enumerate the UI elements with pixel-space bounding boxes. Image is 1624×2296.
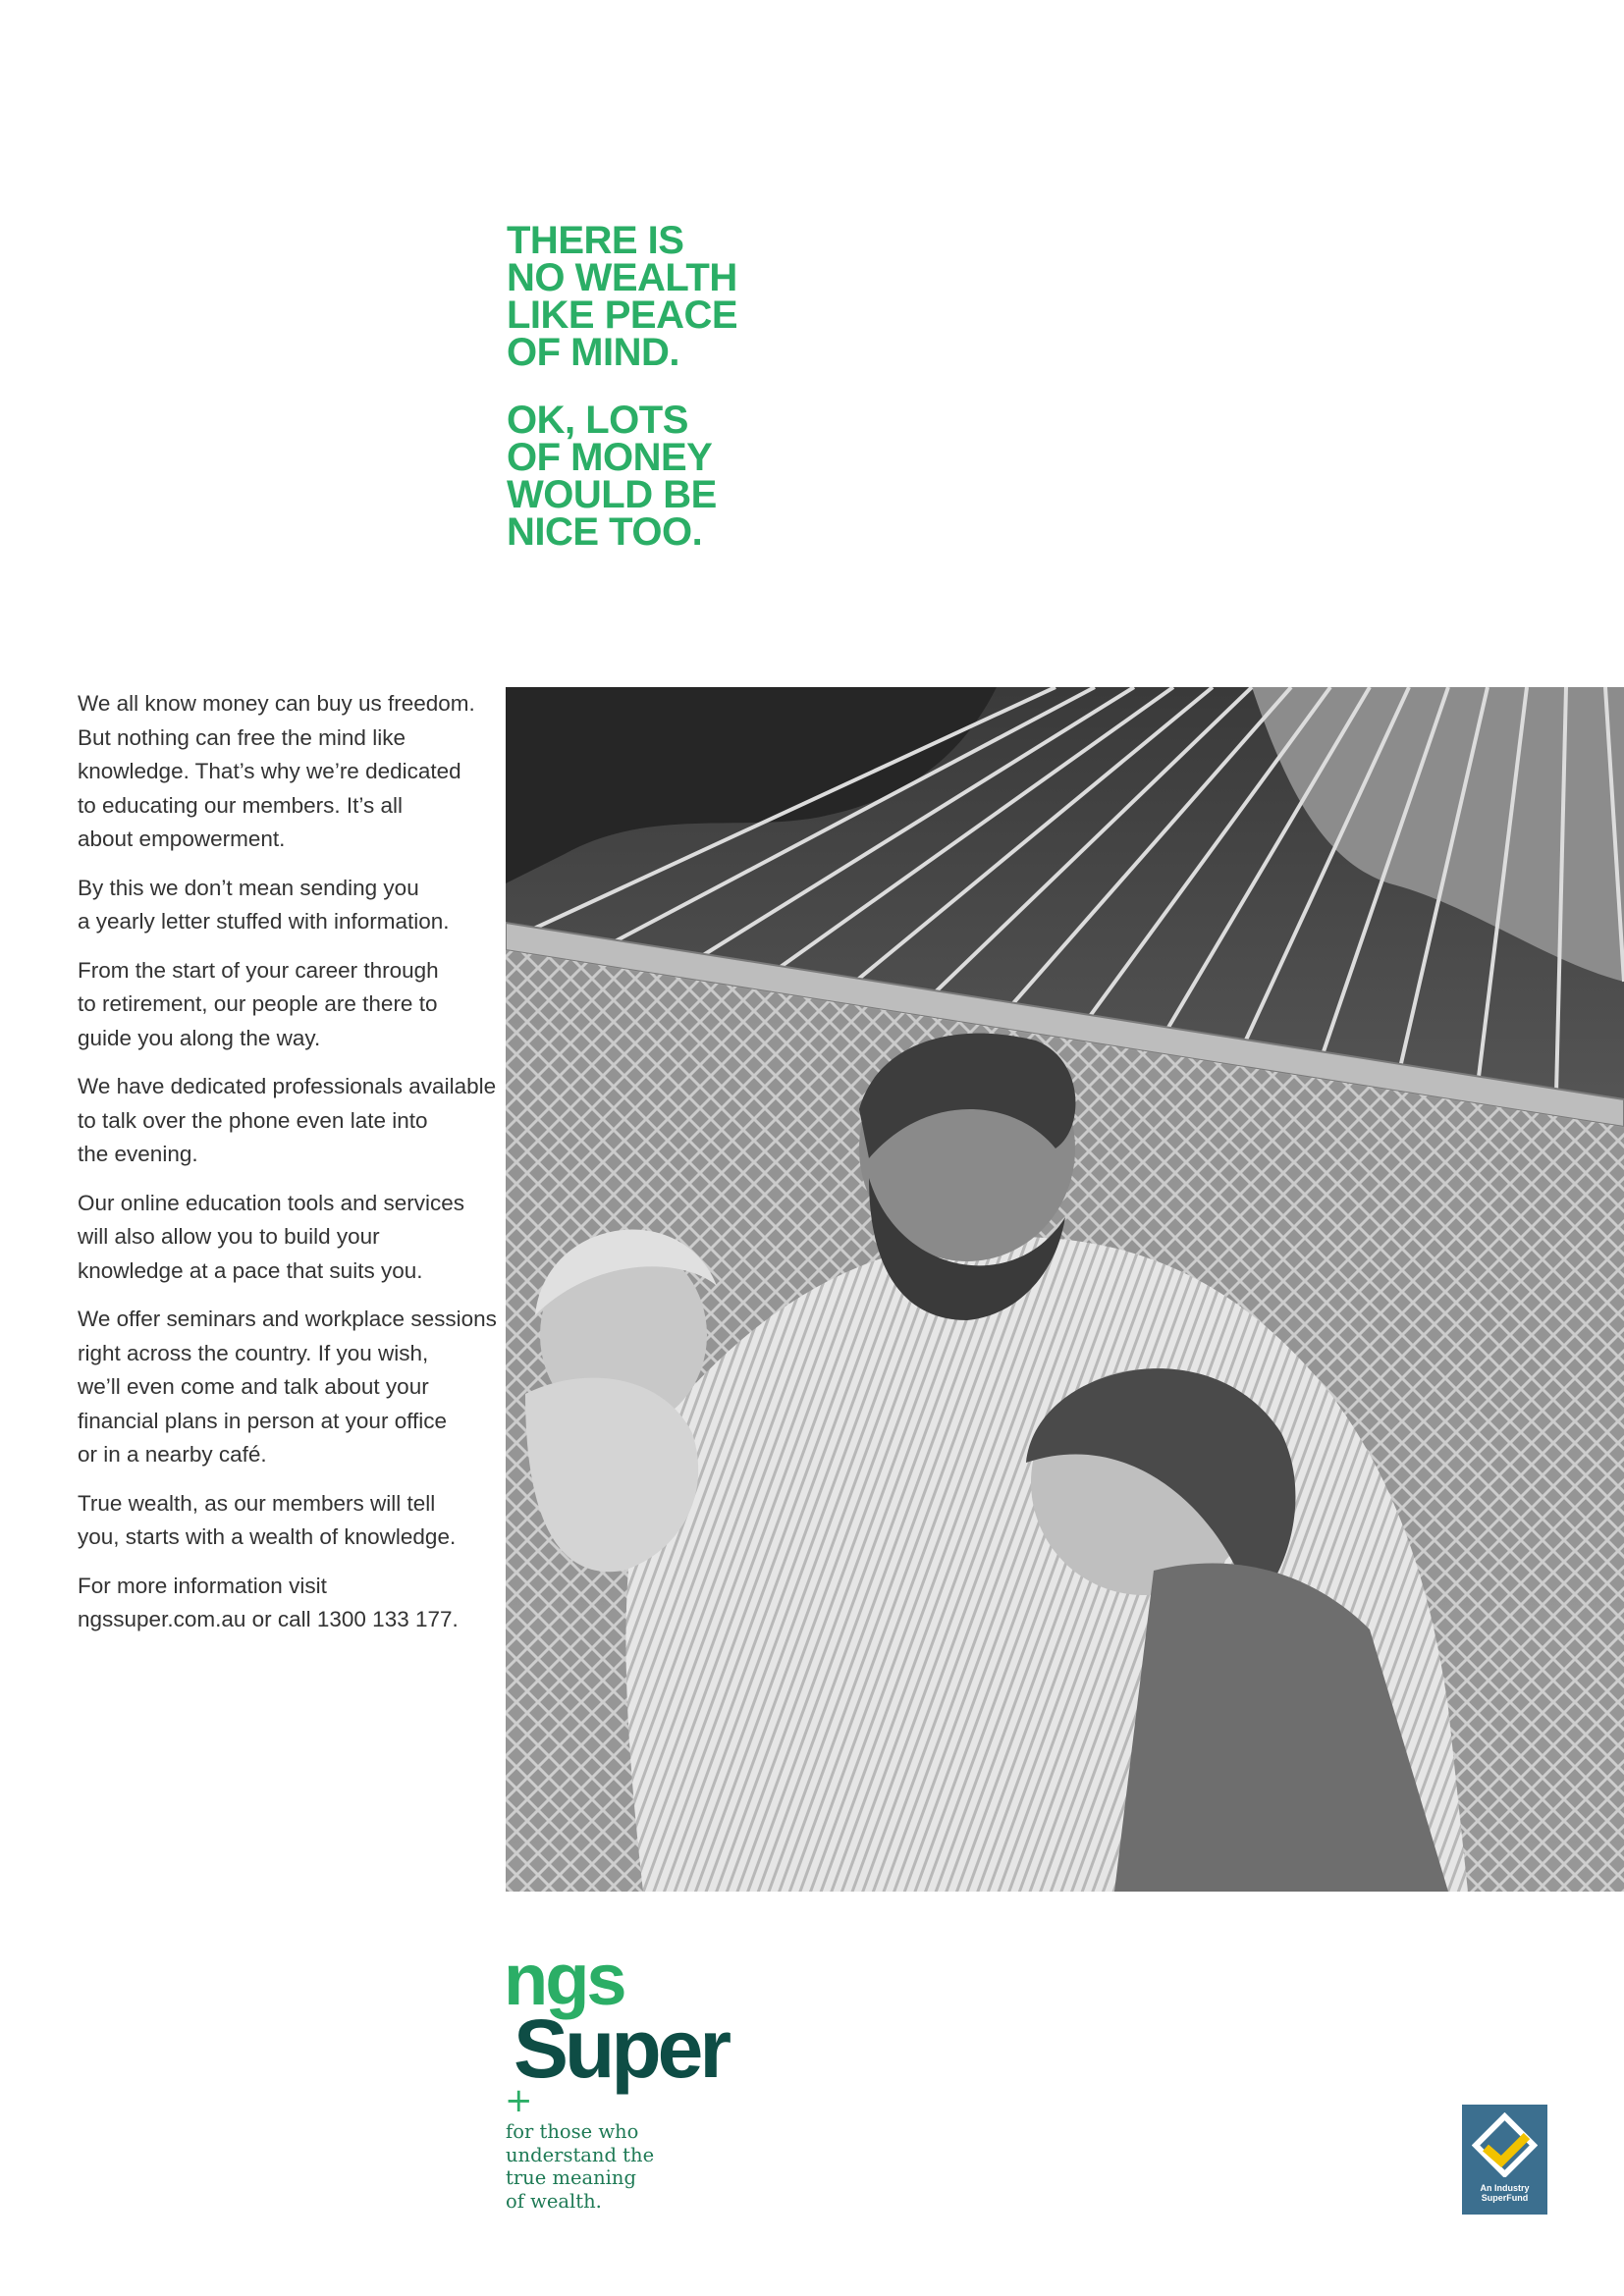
body-line: or in a nearby café. bbox=[78, 1442, 267, 1467]
family-hammock-photo bbox=[506, 687, 1624, 1892]
body-line: you, starts with a wealth of knowledge. bbox=[78, 1524, 457, 1549]
headline-line: OK, LOTS bbox=[507, 399, 688, 442]
badge-line: SuperFund bbox=[1481, 2193, 1529, 2203]
body-line: guide you along the way. bbox=[78, 1025, 321, 1050]
body-line: By this we don’t mean sending you bbox=[78, 875, 419, 900]
body-line: We all know money can buy us freedom. bbox=[78, 691, 475, 716]
body-line: For more information visit bbox=[78, 1573, 327, 1598]
body-line: But nothing can free the mind like bbox=[78, 724, 406, 750]
tagline-line: for those who bbox=[506, 2120, 639, 2143]
badge-line: An Industry bbox=[1480, 2183, 1530, 2193]
headline bbox=[507, 219, 919, 554]
body-line: knowledge at a pace that suits you. bbox=[78, 1257, 423, 1283]
logo-super: Super bbox=[514, 2002, 729, 2095]
body-paragraph bbox=[78, 954, 490, 1056]
body-paragraph bbox=[78, 1303, 497, 1472]
contact-line: ngssuper.com.au or call 1300 133 177. bbox=[78, 1607, 459, 1631]
tagline-line: true meaning bbox=[506, 2166, 636, 2189]
body-line: financial plans in person at your office bbox=[78, 1408, 448, 1433]
headline-line: THERE IS bbox=[507, 219, 684, 262]
body-line: a yearly letter stuffed with information. bbox=[78, 909, 450, 934]
body-paragraph bbox=[78, 1187, 490, 1289]
badge-label bbox=[1462, 2183, 1547, 2203]
body-line: will also allow you to build your bbox=[78, 1224, 380, 1249]
body-paragraph bbox=[78, 1070, 497, 1172]
headline-line: NO WEALTH bbox=[507, 256, 737, 299]
hammock-photo-illustration bbox=[506, 687, 1624, 1892]
body-line: We offer seminars and workplace sessions bbox=[78, 1307, 497, 1331]
headline-line: OF MIND. bbox=[507, 331, 679, 374]
body-line: to talk over the phone even late into bbox=[78, 1107, 428, 1133]
tagline bbox=[506, 2120, 761, 2213]
body-copy bbox=[78, 687, 497, 1652]
body-paragraph bbox=[78, 687, 490, 857]
headline-line: LIKE PEACE bbox=[507, 294, 738, 337]
industry-superfund-badge bbox=[1462, 2105, 1547, 2215]
logo-ngs: ngs bbox=[504, 1939, 624, 2020]
industry-superfund-check-icon bbox=[1472, 2112, 1538, 2177]
body-line: the evening. bbox=[78, 1142, 198, 1166]
plus-icon: + bbox=[505, 2081, 533, 2120]
headline-block-2 bbox=[507, 399, 919, 554]
headline-line: WOULD BE bbox=[507, 473, 717, 516]
body-paragraph bbox=[78, 872, 490, 939]
body-paragraph-contact bbox=[78, 1570, 490, 1637]
body-line: We have dedicated professionals available bbox=[78, 1074, 497, 1098]
body-line: Our online education tools and services bbox=[78, 1190, 464, 1215]
body-line: right across the country. If you wish, bbox=[78, 1340, 429, 1365]
body-line: to educating our members. It’s all bbox=[78, 792, 403, 818]
headline-block-1 bbox=[507, 219, 919, 374]
body-line: True wealth, as our members will tell bbox=[78, 1490, 436, 1516]
body-paragraph bbox=[78, 1487, 490, 1555]
body-line: knowledge. That’s why we’re dedicated bbox=[78, 759, 461, 783]
tagline-line: of wealth. bbox=[506, 2189, 602, 2213]
headline-line: OF MONEY bbox=[507, 436, 713, 479]
body-line: about empowerment. bbox=[78, 827, 286, 851]
headline-line: NICE TOO. bbox=[507, 510, 703, 554]
ngs-super-logo bbox=[504, 1939, 729, 2095]
body-line: From the start of your career through bbox=[78, 957, 439, 983]
body-line: to retirement, our people are there to bbox=[78, 991, 438, 1016]
body-line: we’ll even come and talk about your bbox=[78, 1374, 429, 1399]
tagline-line: understand the bbox=[506, 2143, 655, 2166]
